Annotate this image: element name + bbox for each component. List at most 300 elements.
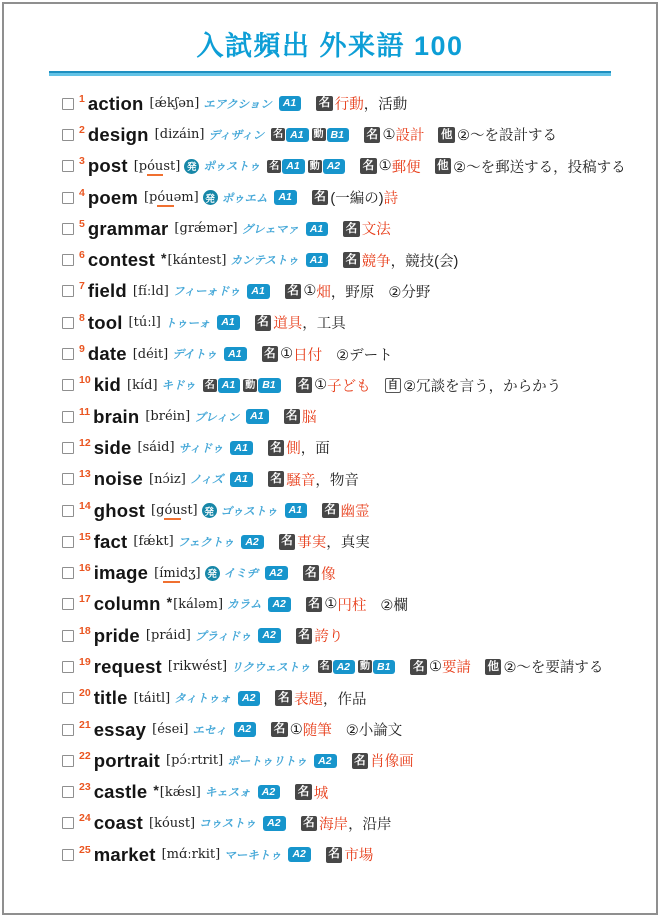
pos-badge: 名 [326, 847, 343, 863]
katakana-reading: ポゥストゥ [203, 161, 261, 174]
word-number: 12 [79, 436, 91, 449]
page-title: 入試頻出 外来語 100 [196, 31, 464, 61]
katakana-reading: コゥストゥ [199, 818, 257, 831]
meaning [268, 437, 330, 458]
meaning-text: ① [378, 158, 392, 175]
meaning-keyword: 事実 [297, 535, 327, 552]
meaning [279, 531, 370, 552]
word-row [62, 182, 656, 213]
meaning-text: ① [303, 283, 317, 300]
word-number: 8 [79, 311, 85, 324]
katakana-reading: グレェマァ [241, 223, 299, 236]
pos-badge: 名 [285, 284, 302, 300]
accent-warning-badge: 発 [202, 503, 217, 518]
meaning [275, 688, 366, 709]
word-text: action [87, 92, 144, 114]
cefr-level-badge: A2 [288, 847, 310, 862]
cefr-level-badge: A2 [258, 628, 280, 643]
word-text: title [93, 687, 128, 709]
cefr-level-badge: A1 [224, 347, 246, 362]
meaning-keyword: 郵便 [391, 159, 421, 176]
meaning-keyword: 騒音 [286, 472, 316, 489]
word-number: 9 [79, 343, 85, 356]
word-number: 10 [79, 374, 91, 387]
word-text: contest [87, 249, 156, 271]
meaning-keyword: 表題 [293, 691, 323, 708]
word-text: pride [93, 624, 140, 646]
katakana-reading: ディザィン [208, 129, 265, 142]
meaning [316, 93, 407, 114]
accent-warning-badge: 発 [184, 159, 199, 174]
word-text: kid [93, 374, 122, 396]
meaning [296, 375, 562, 396]
pronunciation: [fǽkt] [133, 534, 174, 550]
cefr-level-badge: A1 [230, 472, 252, 487]
word-row [62, 620, 656, 651]
checkbox[interactable] [62, 661, 74, 673]
word-number: 6 [79, 249, 85, 262]
checkbox[interactable] [62, 598, 74, 610]
cefr-level-badge: A2 [265, 566, 287, 581]
pos-mini-badge: 動 [360, 661, 370, 673]
katakana-reading: プラィドゥ [194, 630, 252, 643]
katakana-reading: サィドゥ [178, 442, 224, 455]
meaning-keyword: 市場 [344, 848, 374, 865]
pos-badge: 名 [343, 252, 360, 268]
meaning-text: ，物音 [315, 472, 359, 489]
checkbox[interactable] [62, 98, 74, 110]
checkbox[interactable] [62, 817, 74, 829]
word-row [62, 432, 656, 463]
word-number: 16 [79, 562, 91, 575]
cefr-level-badge: A1 [218, 378, 240, 393]
pos-mini-badge: 名 [204, 379, 215, 391]
meaning [312, 187, 398, 208]
katakana-reading: タィトゥォ [174, 693, 232, 706]
checkbox[interactable] [62, 473, 74, 485]
word-number: 24 [79, 812, 91, 825]
word-row [62, 307, 656, 338]
accent-warning-badge: 発 [203, 190, 218, 205]
checkbox[interactable] [62, 379, 74, 391]
irregular-star: * [153, 782, 159, 799]
meaning-keyword: 城 [313, 785, 329, 802]
word-number: 17 [79, 593, 91, 606]
meaning [364, 124, 557, 145]
checkbox[interactable] [62, 755, 74, 767]
meaning-keyword: 幽霊 [340, 504, 370, 520]
cefr-level-badge: A1 [247, 284, 269, 299]
cefr-level-badge: A2 [258, 785, 280, 800]
meaning-text: ②欄 [380, 597, 408, 614]
meaning [295, 782, 328, 803]
pronunciation: [ései] [152, 722, 189, 738]
pronunciation: [kóust] [149, 815, 196, 831]
pos-badge: 他 [438, 127, 455, 143]
word-text: ghost [93, 499, 146, 521]
meaning-keyword: 詩 [383, 191, 399, 208]
word-number: 20 [79, 687, 91, 700]
word-row [62, 119, 656, 150]
word-text: brain [93, 405, 140, 427]
katakana-reading: ブレィン [194, 411, 240, 424]
katakana-reading: ノィズ [189, 474, 224, 487]
checkbox[interactable] [62, 129, 74, 141]
meaning-text: ，作品 [322, 691, 367, 708]
word-row [62, 589, 656, 620]
pos-badge: 名 [268, 440, 285, 456]
meaning-keyword: 競争 [361, 253, 391, 270]
word-row [62, 714, 656, 745]
checkbox[interactable] [62, 317, 74, 329]
pos-badge: 名 [306, 597, 323, 613]
katakana-reading: フェクトゥ [177, 536, 235, 549]
pos-badge: 名 [255, 315, 272, 331]
katakana-reading: リクウェストゥ [231, 661, 311, 674]
cefr-level-badge: A2 [263, 816, 285, 831]
meaning-text: ②デート [336, 347, 393, 364]
word-row [62, 213, 656, 244]
meaning-keyword: 円柱 [337, 597, 367, 614]
word-row [62, 370, 656, 401]
pronunciation: [pɔ́ːrtrit] [166, 753, 224, 769]
meaning-keyword: 海岸 [319, 816, 349, 833]
pos-badge: 名 [316, 96, 333, 112]
pos-badge: 名 [410, 659, 427, 675]
cefr-level-badge: A1 [282, 159, 304, 174]
accent-warning-badge: 発 [205, 566, 220, 581]
meaning-text: ① [289, 721, 303, 738]
katakana-reading: イミヂ [223, 568, 259, 581]
checkbox[interactable] [62, 724, 74, 736]
pos-badge: 名 [303, 565, 320, 581]
word-text: essay [93, 718, 147, 740]
cefr-level-badge: A2 [268, 597, 290, 612]
katakana-reading: エアクション [203, 98, 272, 111]
meaning-keyword: 設計 [395, 128, 425, 145]
meaning-text: ，活動 [363, 97, 408, 114]
word-text: portrait [93, 749, 161, 771]
meaning-keyword: 行動 [334, 97, 364, 114]
pos-badge: 名 [343, 221, 360, 237]
word-number: 4 [79, 186, 85, 199]
meaning-keyword: 要請 [441, 660, 471, 677]
meaning-keyword: 畑 [316, 284, 331, 301]
word-number: 11 [79, 405, 91, 418]
word-row [62, 401, 656, 432]
pronunciation: [mɑ́ːrkit] [161, 847, 221, 863]
checkbox[interactable] [62, 536, 74, 548]
pos-badge: 名 [268, 471, 285, 487]
checkbox[interactable] [62, 160, 74, 172]
pos-mini-badge: 名 [269, 160, 280, 172]
word-row [62, 244, 656, 275]
meaning [285, 281, 431, 302]
pos-badge: 名 [296, 628, 313, 644]
word-row [62, 557, 656, 588]
pronunciation: [kǽsl] [159, 784, 201, 800]
checkbox[interactable] [62, 567, 74, 579]
pos-badge: 名 [271, 722, 288, 738]
meaning [352, 750, 414, 771]
katakana-reading: ゴゥストゥ [220, 505, 278, 518]
checkbox[interactable] [62, 786, 74, 798]
checkbox[interactable] [62, 223, 74, 235]
pos-badge: 名 [301, 816, 318, 832]
word-number: 7 [79, 280, 85, 293]
pronunciation: [ímidʒ] [154, 565, 201, 581]
word-row [62, 777, 656, 808]
word-text: fact [93, 530, 128, 552]
cefr-level-badge: A1 [285, 503, 307, 518]
meaning-keyword: 日付 [293, 347, 323, 364]
word-number: 1 [79, 92, 85, 105]
word-row [62, 88, 656, 119]
meaning [271, 719, 402, 740]
word-text: post [87, 155, 128, 177]
word-text: request [93, 655, 162, 677]
checkbox[interactable] [62, 505, 74, 517]
word-row [62, 808, 656, 839]
meaning-text: ②〜を郵送する，投稿する [453, 159, 626, 176]
meaning-text: ，真実 [326, 535, 370, 552]
word-number: 18 [79, 624, 91, 637]
katakana-reading: フィーォドゥ [172, 286, 241, 299]
pronunciation: [túːl] [128, 315, 161, 331]
word-number: 23 [79, 781, 91, 794]
meaning [326, 844, 374, 865]
meaning-keyword: 随筆 [302, 723, 332, 740]
meaning-text: ① [382, 126, 396, 143]
checkbox[interactable] [62, 849, 74, 861]
worksheet-page [2, 2, 658, 915]
meaning-text: ②分野 [388, 284, 431, 301]
katakana-reading: トゥーォ [164, 317, 211, 330]
pos-badge: 他 [435, 158, 452, 174]
accent-underline: óu [164, 503, 181, 518]
word-number: 19 [79, 655, 91, 668]
pronunciation: [káləm] [173, 596, 224, 612]
meaning-keyword: 肖像画 [370, 754, 414, 771]
pos-mini-badge: 動 [309, 160, 320, 172]
pronunciation: [fíːld] [132, 283, 169, 299]
katakana-reading: キドゥ [161, 380, 196, 393]
pronunciation: [póust] [133, 158, 181, 174]
meaning [343, 250, 458, 271]
checkbox[interactable] [62, 285, 74, 297]
checkbox[interactable] [62, 442, 74, 454]
katakana-reading: マーキトゥ [224, 849, 282, 862]
pos-badge-outline: 自 [385, 378, 402, 393]
cefr-level-badge: B1 [258, 378, 280, 393]
word-number: 22 [79, 749, 91, 762]
title-underline [49, 71, 611, 76]
meaning-text: ②〜を要請する [503, 660, 604, 677]
checkbox[interactable] [62, 630, 74, 642]
irregular-star: * [161, 250, 167, 267]
word-row [62, 683, 656, 714]
meaning-keyword: 像 [321, 566, 336, 583]
pos-badge: 他 [485, 659, 502, 675]
word-row [62, 464, 656, 495]
word-number: 5 [79, 217, 85, 230]
word-list [4, 86, 656, 870]
word-number: 14 [79, 499, 91, 512]
katakana-reading: デイトゥ [172, 349, 218, 362]
pos-badge: 名 [360, 158, 377, 174]
accent-underline: mi [163, 565, 180, 581]
pos-badge: 名 [275, 690, 292, 706]
cefr-level-badge: A1 [217, 315, 239, 330]
pos-badge: 名 [352, 753, 369, 769]
word-number: 25 [79, 843, 91, 856]
meaning-keyword: 側 [286, 441, 301, 458]
cefr-level-badge: A1 [279, 96, 301, 111]
meaning [303, 563, 336, 584]
word-number: 2 [79, 123, 85, 136]
word-row [62, 526, 656, 557]
pos-badge: 名 [296, 377, 313, 393]
word-row [62, 495, 656, 526]
word-text: noise [93, 468, 144, 490]
katakana-reading: ポゥエム [221, 192, 268, 205]
katakana-reading: ポートゥリトゥ [227, 755, 308, 768]
meaning [410, 656, 603, 677]
pos-mini-badge: 名 [273, 129, 284, 141]
meaning [343, 218, 391, 239]
checkbox[interactable] [62, 692, 74, 704]
word-number: 21 [79, 718, 91, 731]
meaning-text: ① [314, 377, 328, 394]
meaning-text: ②小論文 [345, 723, 403, 740]
word-row [62, 276, 656, 307]
word-number: 13 [79, 468, 91, 481]
cefr-level-badge: A1 [306, 253, 328, 268]
meaning-text: ① [428, 658, 442, 675]
pos-mini-badge: 動 [245, 379, 256, 391]
katakana-reading: エセィ [192, 724, 227, 737]
cefr-level-badge: B1 [373, 660, 395, 675]
checkbox[interactable] [62, 348, 74, 360]
pronunciation: [nɔ́iz] [149, 471, 186, 487]
meaning [284, 406, 317, 427]
meaning-text: (一編の) [330, 191, 384, 208]
meaning-text: ②〜を設計する [456, 128, 557, 145]
word-text: date [87, 343, 127, 365]
word-text: image [93, 562, 149, 584]
cefr-level-badge: A2 [323, 159, 345, 174]
word-row [62, 151, 656, 182]
meaning-keyword: 文法 [361, 222, 391, 239]
pronunciation: [dizáin] [154, 127, 205, 143]
pronunciation: [sáid] [137, 440, 175, 456]
pos-badge: 名 [312, 190, 329, 206]
meaning-keyword: 道具 [273, 316, 303, 333]
checkbox[interactable] [62, 254, 74, 266]
word-text: design [87, 123, 149, 145]
cefr-level-badge: A2 [238, 691, 260, 706]
pos-badge: 名 [262, 346, 279, 362]
cefr-level-badge: A1 [306, 222, 328, 237]
word-number: 15 [79, 530, 91, 543]
meaning [360, 156, 626, 177]
meaning [255, 312, 346, 333]
pronunciation: [déit] [132, 346, 169, 362]
word-row [62, 745, 656, 776]
word-text: poem [87, 186, 138, 208]
cefr-level-badge: B1 [327, 128, 349, 143]
word-text: side [93, 436, 132, 458]
meaning-text: ① [324, 596, 338, 613]
pos-badge: 名 [279, 534, 296, 550]
pos-mini-badge: 名 [319, 661, 330, 673]
meaning-text: ，野原 [330, 284, 375, 301]
checkbox[interactable] [62, 411, 74, 423]
word-text: coast [93, 812, 144, 834]
pronunciation: [bréin] [145, 409, 191, 425]
pronunciation: [kíd] [127, 377, 158, 393]
meaning-text: ① [280, 346, 294, 363]
meaning [322, 500, 370, 521]
pos-badge: 名 [322, 503, 339, 519]
katakana-reading: カラム [227, 599, 262, 612]
pronunciation: [góust] [151, 503, 198, 518]
irregular-star: * [166, 594, 173, 611]
pronunciation: [póuəm] [143, 190, 199, 206]
checkbox[interactable] [62, 192, 74, 204]
pos-badge: 名 [295, 784, 312, 800]
pronunciation: [táitl] [133, 690, 171, 706]
pronunciation: [rikwést] [167, 659, 228, 675]
pronunciation: [kántest] [167, 252, 227, 268]
word-text: column [93, 593, 161, 615]
meaning [268, 469, 359, 490]
meaning-text: ，競技(会) [390, 253, 459, 270]
cefr-level-badge: A1 [286, 128, 308, 143]
cefr-level-badge: A1 [274, 190, 296, 205]
pos-badge: 名 [364, 127, 381, 143]
word-number: 3 [79, 155, 85, 168]
word-row [62, 839, 656, 870]
meaning [301, 813, 392, 834]
meaning-keyword: 脳 [302, 410, 317, 427]
meaning [296, 625, 344, 646]
meaning-text: ，工具 [302, 316, 346, 333]
meaning-keyword: 子ども [327, 378, 371, 395]
meaning-text: ，沿岸 [348, 816, 392, 833]
pronunciation: [grǽmər] [174, 221, 238, 237]
word-text: market [93, 843, 156, 865]
word-text: field [87, 280, 127, 302]
cefr-level-badge: A1 [230, 441, 252, 456]
pronunciation: [práid] [145, 628, 191, 644]
pronunciation: [ǽkʃən] [149, 96, 200, 112]
word-text: grammar [87, 217, 169, 239]
meaning-text: ②冗談を言う，からかう [403, 378, 562, 395]
word-text: tool [87, 311, 123, 333]
cefr-level-badge: A2 [333, 660, 355, 675]
word-row [62, 338, 656, 369]
pos-mini-badge: 動 [313, 129, 324, 141]
word-row [62, 651, 656, 682]
cefr-level-badge: A2 [314, 754, 336, 769]
word-text: castle [93, 781, 148, 803]
meaning-text: ，面 [300, 441, 330, 458]
pos-badge: 名 [284, 409, 301, 425]
meaning [306, 594, 408, 615]
meaning [262, 344, 393, 365]
cefr-level-badge: A1 [246, 409, 268, 424]
